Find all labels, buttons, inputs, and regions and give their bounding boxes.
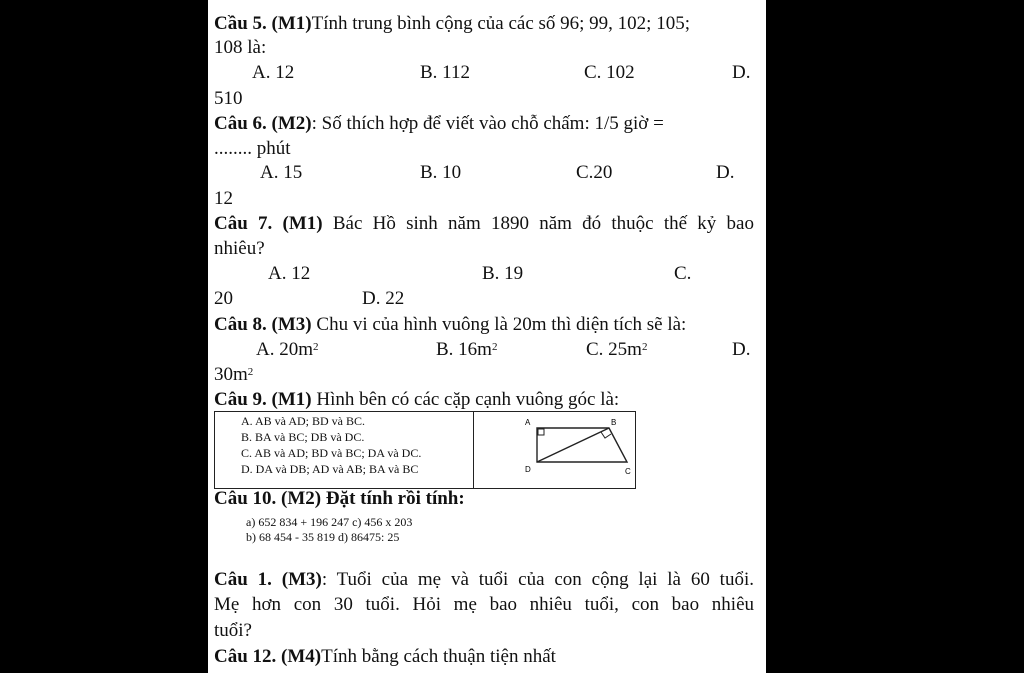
q8-option-c-text: C. 25m	[586, 339, 642, 360]
q8-text: Chu vi của hình vuông là 20m thì diện tích sẽ là:	[311, 314, 687, 335]
q7-option-a: A. 12	[268, 263, 311, 284]
q8-label: Câu 8. (M3)	[214, 314, 312, 335]
q10-line-1: a) 652 834 + 196 247 c) 456 x 203	[246, 515, 413, 529]
q9-option-b: B. BA và BC; DB và DC.	[241, 430, 365, 444]
q5-option-b: B. 112	[420, 62, 470, 83]
q7-label: Câu 7. (M1)	[214, 213, 323, 234]
q6-text: : Số thích hợp để viết vào chỗ chấm: 1/5 giờ =	[311, 113, 664, 134]
q11-label: Câu 1. (M3)	[214, 569, 322, 590]
q6-option-c: C.20	[576, 162, 613, 183]
q6-continuation: ........ phút	[214, 138, 291, 159]
q8-option-b-sup: 2	[491, 341, 498, 353]
q6-option-a: A. 15	[260, 162, 303, 183]
q6-option-d-value: 12	[214, 188, 233, 209]
q9-diagonal-bd	[537, 428, 609, 462]
q8-option-d-sup: 2	[247, 366, 254, 378]
question-7	[214, 213, 754, 235]
q9-option-c: C. AB và AD; BD và BC; DA và DC.	[241, 446, 422, 460]
q9-point-c-label: C	[625, 467, 631, 476]
q9-point-d-label: D	[525, 465, 531, 474]
question-11	[214, 569, 754, 591]
question-9	[214, 389, 619, 411]
question-5	[214, 13, 690, 35]
q5-option-c: C. 102	[584, 62, 635, 83]
q5-option-a: A. 12	[252, 62, 295, 83]
q10-line-2: b) 68 454 - 35 819 d) 86475: 25	[246, 530, 400, 544]
q7-option-b: B. 19	[482, 263, 524, 284]
q7-option-c: C.	[674, 263, 692, 284]
q9-label: Câu 9. (M1)	[214, 389, 312, 410]
q7-text: Bác Hồ sinh năm 1890 năm đó thuộc thế kỷ bao	[322, 213, 754, 234]
q11-line-2: Mẹ hơn con 30 tuổi. Hỏi mẹ bao nhiêu tuổi, con bao nhiêu	[214, 594, 754, 615]
q8-option-d-value	[214, 364, 253, 386]
q9-right-angle-b	[601, 432, 611, 438]
q9-point-a-label: A	[525, 418, 531, 427]
q12-text: Tính bằng cách thuận tiện nhất	[321, 646, 556, 667]
q8-option-b	[436, 339, 497, 361]
q9-option-a: A. AB và AD; BD và BC.	[241, 414, 366, 428]
question-6	[214, 113, 664, 135]
q8-option-a-sup: 2	[313, 341, 319, 353]
q9-shape-outline	[537, 428, 627, 462]
document-page	[208, 0, 766, 673]
q9-option-d: D. DA và DB; AD và AB; BA và BC	[241, 462, 419, 476]
q8-option-a-text: A. 20m	[256, 339, 313, 360]
question-8	[214, 314, 686, 336]
q9-right-angle-a	[538, 429, 544, 435]
q9-quadrilateral-figure	[475, 412, 633, 488]
q8-option-d-value-text: 30m	[214, 364, 248, 385]
q11-text: : Tuổi của mẹ và tuổi của con cộng lại là 60 tuổi.	[321, 569, 754, 590]
q7-option-c-value: 20	[214, 288, 233, 309]
q6-option-b: B. 10	[420, 162, 462, 183]
q6-option-d: D.	[716, 162, 735, 183]
q5-continuation: 108 là:	[214, 37, 267, 58]
q11-line-3: tuổi?	[214, 620, 252, 641]
q7-option-d: D. 22	[362, 288, 405, 309]
q8-option-c	[586, 339, 647, 361]
q9-options-cell	[215, 412, 474, 488]
question-10: Câu 10. (M2) Đặt tính rồi tính:	[214, 488, 465, 509]
q5-option-d: D.	[732, 62, 751, 83]
q12-label: Câu 12. (M4)	[214, 646, 322, 667]
q8-option-c-sup: 2	[641, 341, 648, 353]
q8-option-b-text: B. 16m	[436, 339, 492, 360]
q5-option-d-value: 510	[214, 88, 243, 109]
q5-text: Tính trung bình cộng của các số 96; 99, 102; 105;	[311, 13, 690, 34]
q9-text: Hình bên có các cặp cạnh vuông góc là:	[311, 389, 620, 410]
q9-options-box	[214, 411, 636, 489]
q7-continuation: nhiêu?	[214, 238, 265, 259]
q6-label: Câu 6. (M2)	[214, 113, 312, 134]
question-12	[214, 646, 556, 668]
q9-point-b-label: B	[611, 418, 617, 427]
q8-option-d: D.	[732, 339, 751, 360]
q5-label: Cầu 5. (M1)	[214, 13, 312, 34]
q8-option-a	[256, 339, 319, 361]
